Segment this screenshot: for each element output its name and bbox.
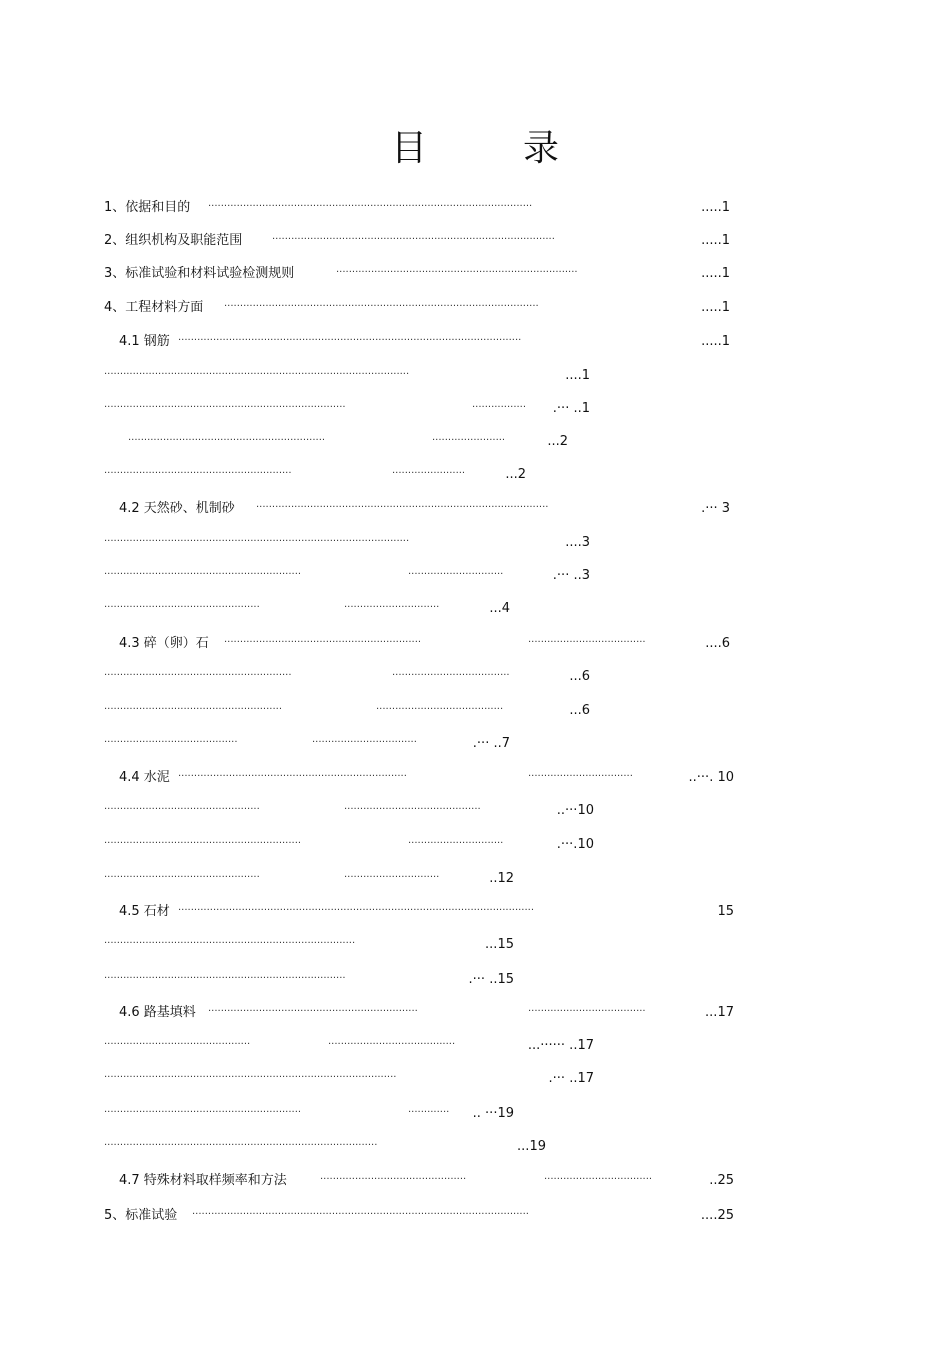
leader-dots: ············································································: [104, 973, 346, 984]
toc-entry[interactable]: [0, 1171, 950, 1191]
leader-dots-2: ········································: [376, 704, 504, 715]
toc-entry-label: 4、工程材料方面: [104, 300, 204, 315]
toc-entry-page: ..25: [709, 1173, 734, 1188]
toc-entry-label: 4.3 碎（卵）石: [119, 636, 209, 651]
toc-entry-page: ...17: [705, 1005, 734, 1020]
toc-entry-page: .....1: [701, 266, 730, 281]
leader-dots: ············································································································: [178, 335, 522, 346]
toc-entry[interactable]: [0, 465, 950, 485]
toc-entry-page: ..···. 10: [688, 770, 734, 785]
toc-entry-page: ...4: [489, 601, 510, 616]
toc-entry-page: .....1: [701, 233, 730, 248]
leader-dots-2: ······························: [344, 602, 440, 613]
toc-entry-page: ...2: [505, 467, 526, 482]
leader-dots: ···························································: [104, 468, 292, 479]
toc-entry-page: ...2: [547, 434, 568, 449]
toc-entry[interactable]: [0, 734, 950, 754]
toc-entry-label: 4.6 路基填料: [119, 1005, 196, 1020]
toc-entry-page: .....1: [701, 200, 730, 215]
toc-entry[interactable]: [0, 1036, 950, 1056]
toc-entry[interactable]: [0, 1003, 950, 1023]
toc-entry[interactable]: [0, 970, 950, 990]
leader-dots-2: ······························: [408, 838, 504, 849]
toc-entry[interactable]: [0, 298, 950, 318]
toc-entry-page: ....25: [700, 1208, 734, 1223]
leader-dots: ······································································································: [208, 201, 533, 212]
toc-entry-label: 5、标准试验: [104, 1208, 178, 1223]
title-char-1: 目: [390, 128, 427, 169]
toc-entry[interactable]: [0, 231, 950, 251]
leader-dots-2: ··································: [544, 1174, 653, 1185]
leader-dots: ··············································: [104, 1039, 251, 1050]
toc-entry[interactable]: [0, 566, 950, 586]
toc-entry-label: 1、依据和目的: [104, 200, 191, 215]
leader-dots: ·························································································: [272, 234, 555, 245]
toc-entry[interactable]: [0, 701, 950, 721]
toc-entry[interactable]: [0, 801, 950, 821]
toc-entry[interactable]: [0, 399, 950, 419]
toc-entry-page: .··· ..7: [472, 736, 510, 751]
toc-entry-page: 15: [717, 904, 734, 919]
toc-entry-label: 4.5 石材: [119, 904, 170, 919]
leader-dots: ····························································································: [256, 502, 549, 513]
toc-entry[interactable]: [0, 198, 950, 218]
toc-entry-page: .··· 3: [701, 501, 730, 516]
toc-entry-label: 3、标准试验和材料试验检测规则: [104, 266, 295, 281]
toc-entry[interactable]: [0, 599, 950, 619]
toc-entry-page: ...6: [569, 703, 590, 718]
leader-dots: ······················································································: [104, 1140, 378, 1151]
leader-dots: ·················································: [104, 602, 260, 613]
toc-entry-page: ..12: [489, 871, 514, 886]
leader-dots: ··········································: [104, 737, 238, 748]
leader-dots: ·················································: [104, 872, 260, 883]
leader-dots-2: ·································: [528, 771, 633, 782]
toc-entry[interactable]: [0, 902, 950, 922]
toc-entry[interactable]: [0, 264, 950, 284]
leader-dots-2: ·······················: [432, 435, 506, 446]
toc-entry-page: .··· ..1: [552, 401, 590, 416]
leader-dots-2: ······························: [344, 872, 440, 883]
toc-entry[interactable]: [0, 1104, 950, 1124]
leader-dots: ·················································: [104, 804, 260, 815]
leader-dots: ···································································································: [224, 301, 539, 312]
leader-dots: ··································································: [208, 1006, 418, 1017]
leader-dots-2: ······························: [408, 569, 504, 580]
leader-dots: ···············································································: [104, 938, 356, 949]
toc-entry-page: .....1: [701, 300, 730, 315]
leader-dots: ······························································: [104, 838, 302, 849]
leader-dots: ······························································: [224, 637, 422, 648]
leader-dots-2: ·················: [472, 402, 527, 413]
toc-entry[interactable]: [0, 869, 950, 889]
leader-dots: ············································································: [336, 267, 578, 278]
leader-dots: ······························································: [104, 1107, 302, 1118]
leader-dots: ···························································: [104, 670, 292, 681]
toc-entry[interactable]: [0, 1137, 950, 1157]
toc-entry-label: 2、组织机构及职能范围: [104, 233, 243, 248]
toc-entry-label: 4.2 天然砂、机制砂: [119, 501, 235, 516]
leader-dots-2: ···········································: [344, 804, 481, 815]
leader-dots: ································································································: [104, 369, 410, 380]
toc-entry-page: ....1: [565, 368, 590, 383]
toc-entry-page: ..···10: [556, 803, 594, 818]
toc-entry-page: ...······ ..17: [527, 1038, 594, 1053]
toc-entry[interactable]: [0, 935, 950, 955]
toc-entry-page: ...19: [517, 1139, 546, 1154]
title-char-2: 录: [523, 128, 560, 169]
page-title: [0, 120, 950, 171]
leader-dots-2: ·································: [312, 737, 417, 748]
leader-dots-2: ·····································: [392, 670, 510, 681]
toc-entry-label: 4.4 水泥: [119, 770, 170, 785]
leader-dots: ······························································: [128, 435, 326, 446]
leader-dots: ························································: [104, 704, 283, 715]
toc-entry-page: .··· ..3: [552, 568, 590, 583]
toc-entry-page: .··· ..15: [468, 972, 514, 987]
leader-dots: ··········································································································: [192, 1209, 529, 1220]
leader-dots: ············································································: [104, 402, 346, 413]
toc-entry[interactable]: [0, 634, 950, 654]
leader-dots: ····························································································: [104, 1072, 397, 1083]
toc-entry[interactable]: [0, 366, 950, 386]
toc-entry-label: 4.1 钢筋: [119, 334, 170, 349]
toc-entry[interactable]: [0, 1069, 950, 1089]
leader-dots-2: ·····································: [528, 1006, 646, 1017]
leader-dots: ········································································: [178, 771, 407, 782]
leader-dots-2: ·······················: [392, 468, 466, 479]
leader-dots: ··············································: [320, 1174, 467, 1185]
toc-entry-page: ....6: [705, 636, 730, 651]
leader-dots: ································································································: [104, 536, 410, 547]
leader-dots-2: ·············: [408, 1107, 450, 1118]
leader-dots-2: ········································: [328, 1039, 456, 1050]
toc-entry-page: .···.10: [556, 837, 594, 852]
toc-entry[interactable]: [0, 667, 950, 687]
toc-entry[interactable]: [0, 332, 950, 352]
toc-entry-page: .··· ..17: [548, 1071, 594, 1086]
toc-entry[interactable]: [0, 768, 950, 788]
toc-entry[interactable]: [0, 499, 950, 519]
toc-entry-page: ...15: [485, 937, 514, 952]
toc-entry[interactable]: [0, 432, 950, 452]
toc-entry-page: ...6: [569, 669, 590, 684]
toc-entry-label: 4.7 特殊材料取样频率和方法: [119, 1173, 287, 1188]
toc-entry[interactable]: [0, 1206, 950, 1226]
toc-entry-page: ....3: [565, 535, 590, 550]
toc-entry[interactable]: [0, 835, 950, 855]
toc-entry[interactable]: [0, 533, 950, 553]
toc-entry-page: .. ···19: [472, 1106, 514, 1121]
leader-dots: ······························································: [104, 569, 302, 580]
toc-entry-page: .....1: [701, 334, 730, 349]
leader-dots-2: ·····································: [528, 637, 646, 648]
leader-dots: ················································································································: [178, 905, 535, 916]
